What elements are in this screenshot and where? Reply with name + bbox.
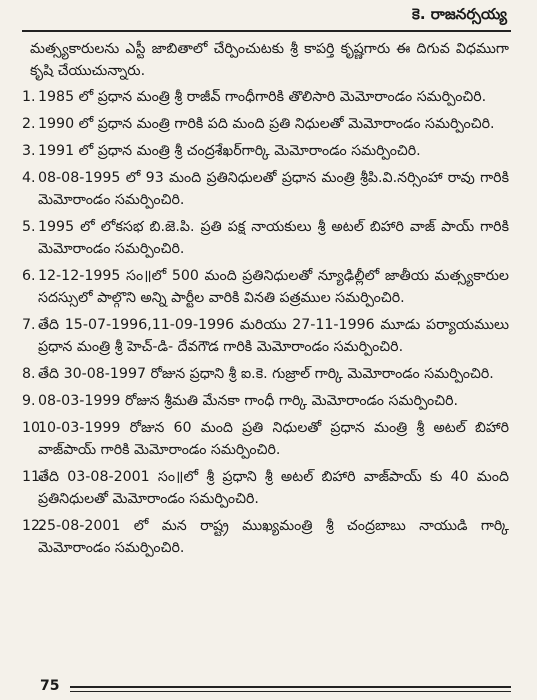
list-item bbox=[22, 515, 509, 559]
list-item-number: 2. bbox=[22, 116, 36, 132]
list-item-number: 5. bbox=[22, 219, 36, 235]
list-item bbox=[22, 265, 509, 309]
list-item-text: 10-03-1999 రోజున 60 మంది ప్రతి నిధులతో ప్రధాన మంత్రి శ్రీ అటల్ బిహారి వాజ్‌పాయ్ గారికి మెమోరాండం సమర్పించిరి. bbox=[38, 420, 509, 458]
list-item bbox=[22, 140, 509, 162]
list-item-text: తేది 30-08-1997 రోజున ప్రధాని శ్రీ ఐ.కె. గుజ్రాల్ గార్కి మెమోరాండం సమర్పించిరి. bbox=[38, 366, 494, 382]
header-rule bbox=[22, 30, 511, 32]
list-item-text: 1991 లో ప్రధాన మంత్రి శ్రీ చంద్రశేఖర్‌గార్కి మెమోరాండం సమర్పించిరి. bbox=[38, 143, 421, 159]
intro-paragraph: మత్స్యకారులను ఎస్టీ జాబితాలో చేర్పించుటకు శ్రీ కాపర్తి కృష్ణగారు ఈ దిగువ విధముగా కృషి చేయుచున్నారు. bbox=[30, 41, 509, 79]
running-header-author: కె. రాజనర్సయ్య bbox=[412, 5, 507, 23]
list-item-number: 7. bbox=[22, 317, 36, 333]
list-item bbox=[22, 363, 509, 385]
list-item-text: 1995 లో లోకసభ బి.జె.పి. ప్రతి పక్ష నాయకులు శ్రీ అటల్ బిహారి వాజ్ పాయ్ గారికి మెమోరాండం సమర్పించిరి. bbox=[38, 219, 509, 257]
footer-rule bbox=[70, 686, 511, 688]
list-item-text: 08-03-1999 రోజున శ్రీమతి మేనకా గాంధీ గార్కి మెమోరాండం సమర్పించిరి. bbox=[38, 393, 458, 409]
list-item-text: 08-08-1995 లో 93 మంది ప్రతినిధులతో ప్రధాన మంత్రి శ్రీపి.వి.నర్సింహా రావు గారికి మెమోరాండం సమర్పించిరి. bbox=[38, 170, 509, 208]
list-item bbox=[22, 466, 509, 510]
list-item-text: 1990 లో ప్రధాన మంత్రి గారికి పది మంది ప్రతి నిధులతో మెమోరాండం సమర్పించిరి. bbox=[38, 116, 495, 132]
page-number: 75 bbox=[40, 678, 60, 694]
list-item-text: తేది 03-08-2001 సం॥లో శ్రీ ప్రధాని శ్రీ అటల్ బిహారి వాజ్‌పాయ్ కు 40 మంది ప్రతినిధులతో మెమోరాండం సమర్పించిరి. bbox=[38, 469, 509, 507]
list-item-number: 6. bbox=[22, 268, 36, 284]
list-item-number: 12. bbox=[22, 518, 45, 534]
list-item-number: 4. bbox=[22, 170, 36, 186]
list-item-number: 3. bbox=[22, 143, 36, 159]
list-item-number: 11. bbox=[22, 469, 45, 485]
page-content bbox=[22, 38, 509, 564]
list-item bbox=[22, 390, 509, 412]
list-item-text: 25-08-2001 లో మన రాష్ట్ర ముఖ్యమంత్రి శ్రీ చంద్రబాబు నాయుడి గార్కి మెమోరాండం సమర్పించిరి. bbox=[38, 518, 509, 556]
list-item bbox=[22, 113, 509, 135]
footer-rule-thin bbox=[70, 691, 511, 692]
list-item bbox=[22, 86, 509, 108]
list-item bbox=[22, 167, 509, 211]
list-item bbox=[22, 417, 509, 461]
list-item-number: 8. bbox=[22, 366, 36, 382]
list-item bbox=[22, 216, 509, 260]
list-item-text: 12-12-1995 సం॥లో 500 మంది ప్రతినిధులతో న్యూఢిల్లీలో జాతీయ మత్స్యకారుల సదస్సులో పాల్గొని అన్ని పార్టీల వారికి వినతి పత్రముల సమర్పించిరి. bbox=[38, 268, 509, 306]
list-item-text: 1985 లో ప్రధాన మంత్రి శ్రీ రాజీవ్ గాంధీగారికి తొలిసారి మెమోరాండం సమర్పించిరి. bbox=[38, 89, 487, 105]
memorandum-list bbox=[22, 86, 509, 559]
list-item bbox=[22, 314, 509, 358]
list-item-number: 1. bbox=[22, 89, 36, 105]
list-item-text: తేది 15-07-1996,11-09-1996 మరియు 27-11-1996 మూడు పర్యాయములు ప్రధాన మంత్రి శ్రీ హెచ్-డి- దేవగౌడ గారికి మెమోరాండం సమర్పించిరి. bbox=[38, 317, 509, 355]
list-item-number: 10. bbox=[22, 420, 45, 436]
list-item-number: 9. bbox=[22, 393, 36, 409]
